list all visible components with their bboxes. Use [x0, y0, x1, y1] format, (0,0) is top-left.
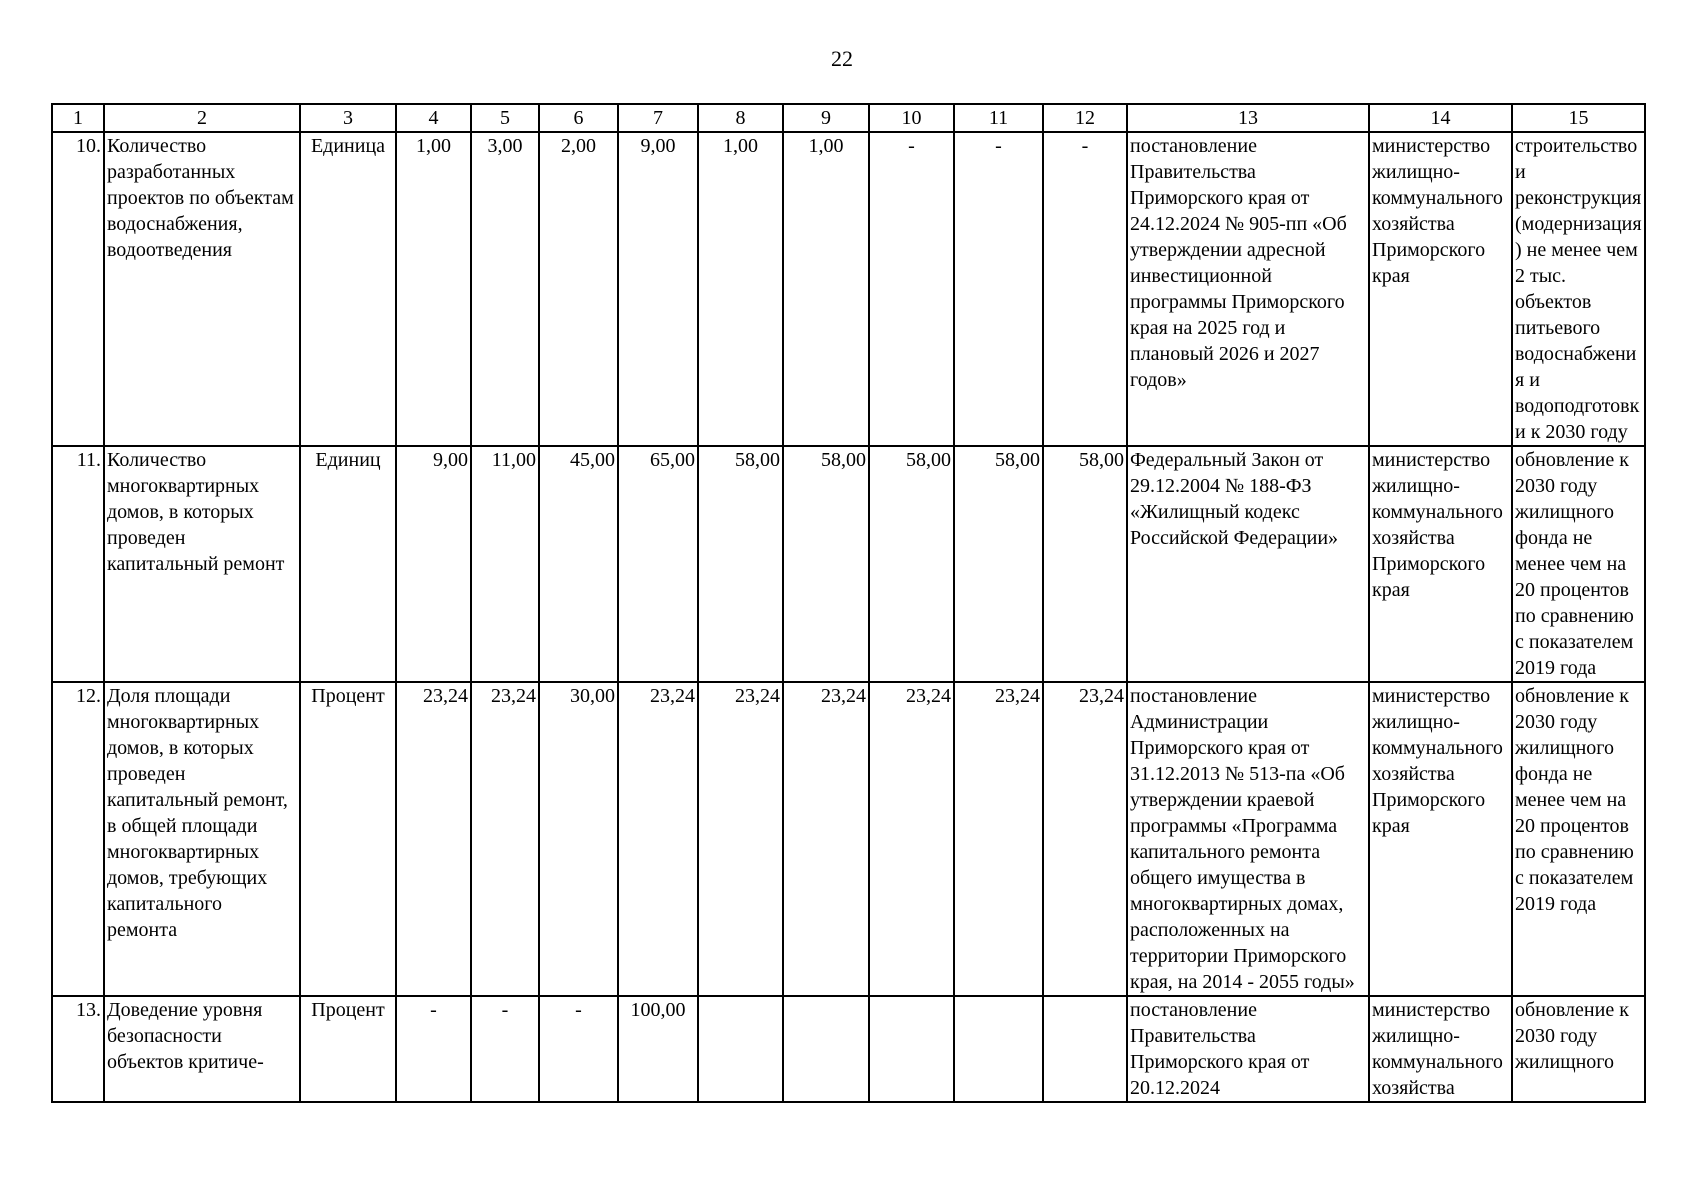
value-cell: 2,00 — [539, 132, 618, 446]
legal-document: постановление Правительства Приморского края от 24.12.2024 № 905-пп «Об утверждении адресной инвестиционной программы Приморского края на 2025 год и плановый 2026 и 2027 годов» — [1127, 132, 1369, 446]
value-cell: 11,00 — [471, 446, 539, 682]
column-header: 8 — [698, 104, 783, 132]
column-header: 3 — [300, 104, 396, 132]
unit: Процент — [300, 682, 396, 996]
value-cell: 65,00 — [618, 446, 698, 682]
value-cell: - — [954, 132, 1043, 446]
row-number: 12. — [52, 682, 104, 996]
table-row — [52, 996, 1645, 1102]
indicator-name: Количество многоквартирных домов, в которых проведен капитальный ремонт — [104, 446, 300, 682]
column-header: 6 — [539, 104, 618, 132]
value-cell: 3,00 — [471, 132, 539, 446]
value-cell: - — [539, 996, 618, 1102]
table-row — [52, 132, 1645, 446]
value-cell — [783, 996, 869, 1102]
value-cell: - — [396, 996, 471, 1102]
national-goal: строительство и реконструкция (модернизация) не менее чем 2 тыс. объектов питьевого водоснабжения и водоподготовки к 2030 году — [1512, 132, 1645, 446]
column-header: 2 — [104, 104, 300, 132]
legal-document: постановление Администрации Приморского края от 31.12.2013 № 513-па «Об утверждении краевой программы «Программа капитального ремонта общего имущества в многоквартирных домах, расположенных на территории Приморского края, на 2014 - 2055 годы» — [1127, 682, 1369, 996]
value-cell — [954, 996, 1043, 1102]
column-header: 10 — [869, 104, 954, 132]
value-cell: 58,00 — [1043, 446, 1127, 682]
column-header: 13 — [1127, 104, 1369, 132]
indicator-name: Доведение уровня безопасности объектов критиче- — [104, 996, 300, 1102]
responsible-body: министерство жилищно-коммунального хозяйства Приморского края — [1369, 682, 1512, 996]
value-cell: 58,00 — [954, 446, 1043, 682]
responsible-body: министерство жилищно-коммунального хозяйства Приморского края — [1369, 132, 1512, 446]
national-goal: обновление к 2030 году жилищного фонда не менее чем на 20 процентов по сравнению с показателем 2019 года — [1512, 446, 1645, 682]
value-cell: - — [1043, 132, 1127, 446]
table-row — [52, 446, 1645, 682]
column-header: 9 — [783, 104, 869, 132]
header-row — [52, 104, 1645, 132]
row-number: 11. — [52, 446, 104, 682]
column-header: 1 — [52, 104, 104, 132]
unit: Процент — [300, 996, 396, 1102]
table-row — [52, 682, 1645, 996]
indicator-name: Доля площади многоквартирных домов, в которых проведен капитальный ремонт, в общей площади многоквартирных домов, требующих капитального ремонта — [104, 682, 300, 996]
responsible-body: министерство жилищно-коммунального хозяйства — [1369, 996, 1512, 1102]
value-cell: 1,00 — [396, 132, 471, 446]
unit: Единиц — [300, 446, 396, 682]
value-cell: 23,24 — [471, 682, 539, 996]
value-cell: 23,24 — [396, 682, 471, 996]
column-header: 14 — [1369, 104, 1512, 132]
value-cell: 58,00 — [698, 446, 783, 682]
column-header: 4 — [396, 104, 471, 132]
indicator-name: Количество разработанных проектов по объектам водоснабжения, водоотведения — [104, 132, 300, 446]
row-number: 10. — [52, 132, 104, 446]
value-cell: 9,00 — [396, 446, 471, 682]
column-header: 5 — [471, 104, 539, 132]
value-cell: 23,24 — [954, 682, 1043, 996]
value-cell: 58,00 — [783, 446, 869, 682]
national-goal: обновление к 2030 году жилищного — [1512, 996, 1645, 1102]
responsible-body: министерство жилищно-коммунального хозяйства Приморского края — [1369, 446, 1512, 682]
value-cell: 23,24 — [869, 682, 954, 996]
value-cell: 23,24 — [618, 682, 698, 996]
value-cell: 30,00 — [539, 682, 618, 996]
value-cell: 1,00 — [698, 132, 783, 446]
legal-document: Федеральный Закон от 29.12.2004 № 188-ФЗ «Жилищный кодекс Российской Федерации» — [1127, 446, 1369, 682]
value-cell: - — [869, 132, 954, 446]
value-cell — [869, 996, 954, 1102]
value-cell: 9,00 — [618, 132, 698, 446]
value-cell: - — [471, 996, 539, 1102]
value-cell: 23,24 — [783, 682, 869, 996]
value-cell — [698, 996, 783, 1102]
value-cell — [1043, 996, 1127, 1102]
national-goal: обновление к 2030 году жилищного фонда не менее чем на 20 процентов по сравнению с показателем 2019 года — [1512, 682, 1645, 996]
unit: Единица — [300, 132, 396, 446]
value-cell: 100,00 — [618, 996, 698, 1102]
row-number: 13. — [52, 996, 104, 1102]
indicators-table — [51, 103, 1646, 1103]
legal-document: постановление Правительства Приморского края от 20.12.2024 — [1127, 996, 1369, 1102]
value-cell: 58,00 — [869, 446, 954, 682]
value-cell: 1,00 — [783, 132, 869, 446]
column-header: 15 — [1512, 104, 1645, 132]
value-cell: 23,24 — [698, 682, 783, 996]
page-number: 22 — [831, 46, 853, 71]
column-header: 11 — [954, 104, 1043, 132]
value-cell: 23,24 — [1043, 682, 1127, 996]
column-header: 7 — [618, 104, 698, 132]
value-cell: 45,00 — [539, 446, 618, 682]
column-header: 12 — [1043, 104, 1127, 132]
